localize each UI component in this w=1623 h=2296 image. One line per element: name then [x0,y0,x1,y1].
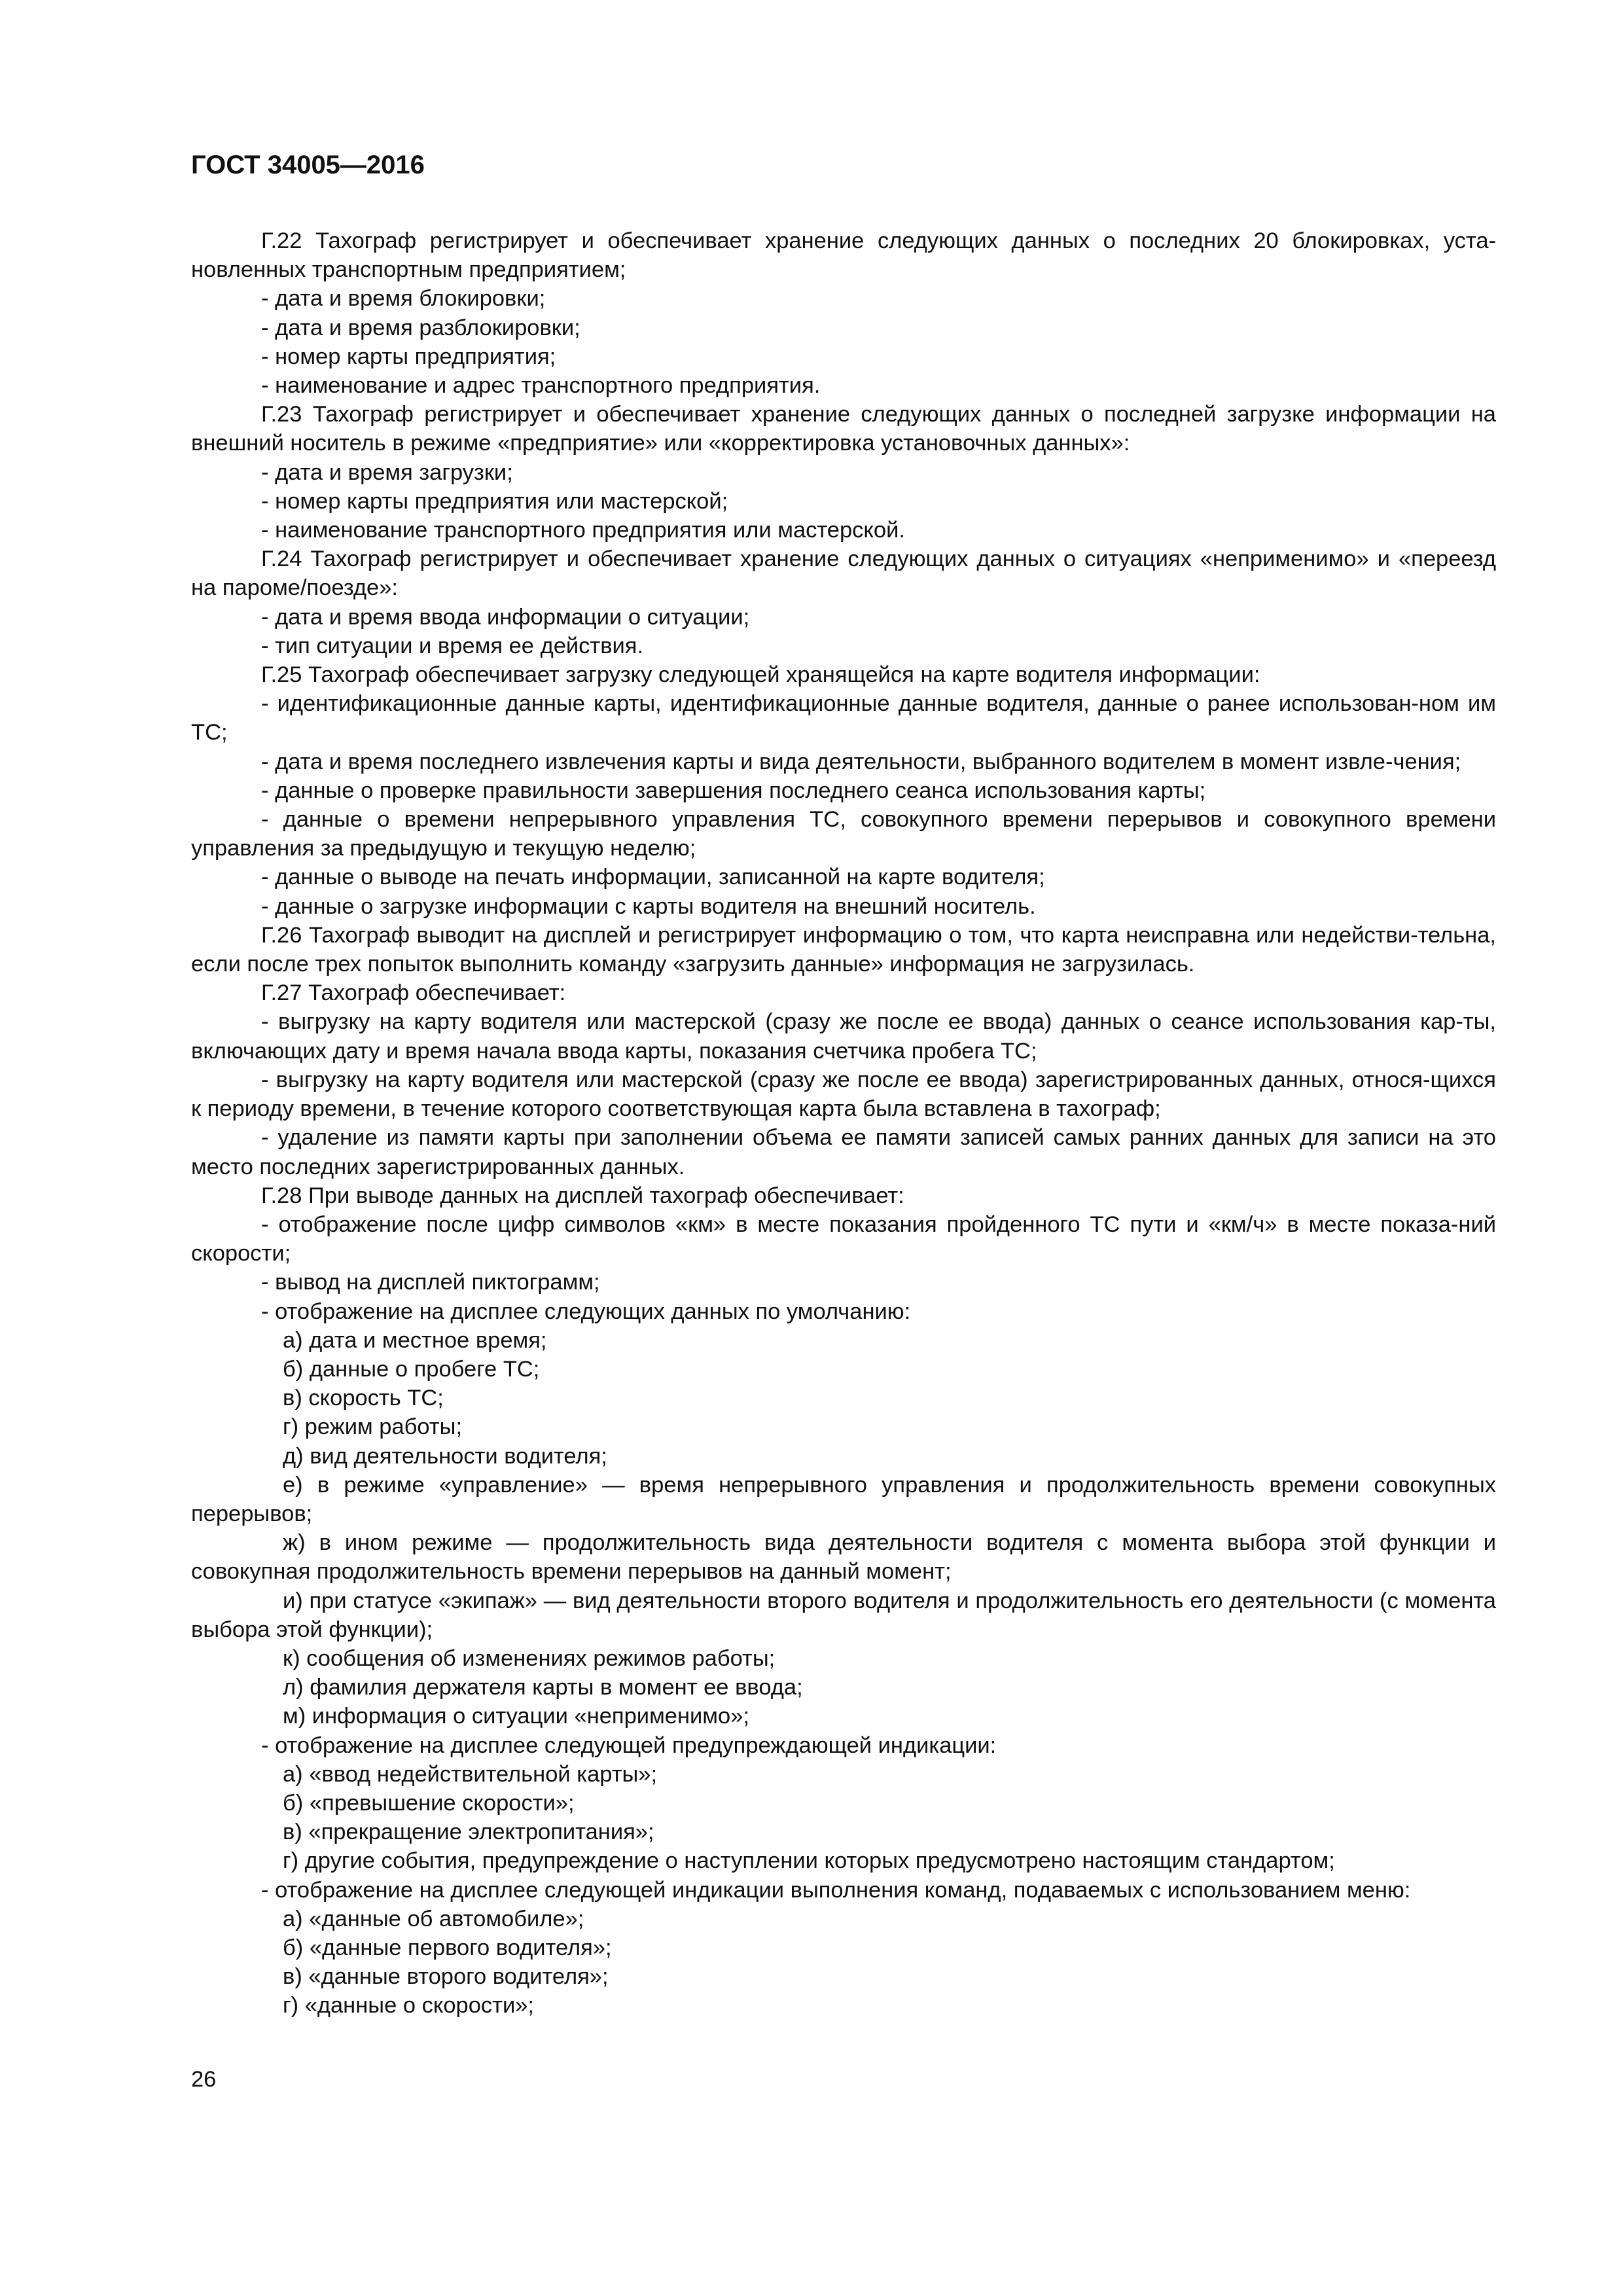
paragraph: - номер карты предприятия; [261,344,556,369]
paragraph: - отображение на дисплее следующих данных по умолчанию: [261,1299,911,1324]
list-subitem: г) «данные о скорости»; [283,1993,534,2018]
paragraph: - отображение на дисплее следующей индикации выполнения команд, подаваемых с использованием меню: [261,1877,1411,1903]
paragraph: - данные о выводе на печать информации, записанной на карте водителя; [261,865,1045,890]
paragraph: - удаление из памяти карты при заполнении объема ее памяти записей самых ранних данных для записи на это место последних зарегистрированных данных. [191,1125,1496,1179]
paragraph: - дата и время блокировки; [261,286,546,312]
list-subitem: г) другие события, предупреждение о наступлении которых предусмотрено настоящим стандартом; [283,1848,1335,1874]
list-subitem: д) вид деятельности водителя; [283,1443,607,1469]
paragraph: - вывод на дисплей пиктограмм; [261,1270,600,1295]
paragraph: - дата и время загрузки; [261,459,513,485]
paragraph: - наименование транспортного предприятия или мастерской. [261,518,905,543]
list-subitem: е) в режиме «управление» — время непрерывного управления и продолжительность времени совокупных перерывов; [191,1472,1496,1526]
list-subitem: в) скорость ТС; [283,1386,444,1411]
paragraph: Г.23 Тахограф регистрирует и обеспечивает хранение следующих данных о последней загрузке информации на внешний носитель в режиме «предприятие» или «корректировка установочных данных»: [191,402,1496,456]
paragraph: - данные о загрузке информации с карты водителя на внешний носитель. [261,893,1036,919]
list-subitem: б) «данные первого водителя»; [283,1935,612,1960]
paragraph: - номер карты предприятия или мастерской; [261,488,728,514]
paragraph: - дата и время разблокировки; [261,315,580,340]
list-subitem: в) «данные второго водителя»; [283,1964,609,1990]
paragraph: Г.22 Тахограф регистрирует и обеспечивает хранение следующих данных о последних 20 блокировках, уста-новленных транспортным предприятием; [191,228,1496,283]
document-header: ГОСТ 34005—2016 [191,151,425,179]
list-subitem: л) фамилия держателя карты в момент ее ввода; [283,1675,803,1700]
paragraph: - данные о времени непрерывного управления ТС, совокупного времени перерывов и совокупного времени управления за предыдущую и текущую неделю; [191,807,1496,861]
paragraph: - отображение на дисплее следующей предупреждающей индикации: [261,1732,997,1758]
list-subitem: г) режим работы; [283,1414,463,1440]
list-subitem: к) сообщения об изменениях режимов работы; [283,1645,776,1671]
paragraph: Г.24 Тахограф регистрирует и обеспечивает хранение следующих данных о ситуациях «неприменимо» и «переезд на пароме/поезде»: [191,547,1496,601]
paragraph: - наименование и адрес транспортного предприятия. [261,373,821,399]
list-subitem: м) информация о ситуации «неприменимо»; [283,1704,749,1729]
paragraph: - выгрузку на карту водителя или мастерской (сразу же после ее ввода) данных о сеансе использования кар-ты, включающих дату и время начала ввода карты, показания счетчика пробега ТС; [191,1009,1496,1064]
paragraph: - отображение после цифр символов «км» в месте показания пройденного ТС пути и «км/ч» в месте показа-ний скорости; [191,1211,1496,1266]
list-subitem: ж) в ином режиме — продолжительность вида деятельности водителя с момента выбора этой функции и совокупная продолжительность времени перерывов на данный момент; [191,1530,1496,1585]
list-subitem: и) при статусе «экипаж» — вид деятельности второго водителя и продолжительность его деятельности (с момента выбора этой функции); [191,1588,1496,1642]
list-subitem: а) дата и местное время; [283,1327,547,1353]
paragraph: - данные о проверке правильности завершения последнего сеанса использования карты; [261,778,1206,803]
paragraph: Г.28 При выводе данных на дисплей тахограф обеспечивает: [261,1183,904,1208]
list-subitem: б) данные о пробеге ТС; [283,1356,540,1382]
list-subitem: в) «прекращение электропитания»; [283,1820,654,1845]
paragraph: - дата и время ввода информации о ситуации; [261,604,750,630]
paragraph: Г.26 Тахограф выводит на дисплей и регистрирует информацию о том, что карта неисправна или недействи-тельна, если после трех попыток выполнить команду «загрузить данные» информация не загрузилась. [191,922,1496,977]
list-subitem: б) «превышение скорости»; [283,1790,575,1816]
list-subitem: а) «данные об автомобиле»; [283,1906,584,1931]
paragraph: Г.25 Тахограф обеспечивает загрузку следующей хранящейся на карте водителя информации: [261,662,1260,688]
page-number: 26 [191,2067,217,2092]
document-body [191,226,1496,2020]
paragraph: - выгрузку на карту водителя или мастерской (сразу же после ее ввода) зарегистрированных данных, относя-щихся к периоду времени, в течение которого соответствующая карта была вставлена в тахограф; [191,1067,1496,1122]
paragraph: - идентификационные данные карты, идентификационные данные водителя, данные о ранее использован-ном им ТС; [191,691,1496,745]
paragraph: Г.27 Тахограф обеспечивает: [261,980,566,1006]
paragraph: - дата и время последнего извлечения карты и вида деятельности, выбранного водителем в момент извле-чения; [261,749,1461,774]
paragraph: - тип ситуации и время ее действия. [261,633,644,658]
list-subitem: а) «ввод недействительной карты»; [283,1761,658,1787]
